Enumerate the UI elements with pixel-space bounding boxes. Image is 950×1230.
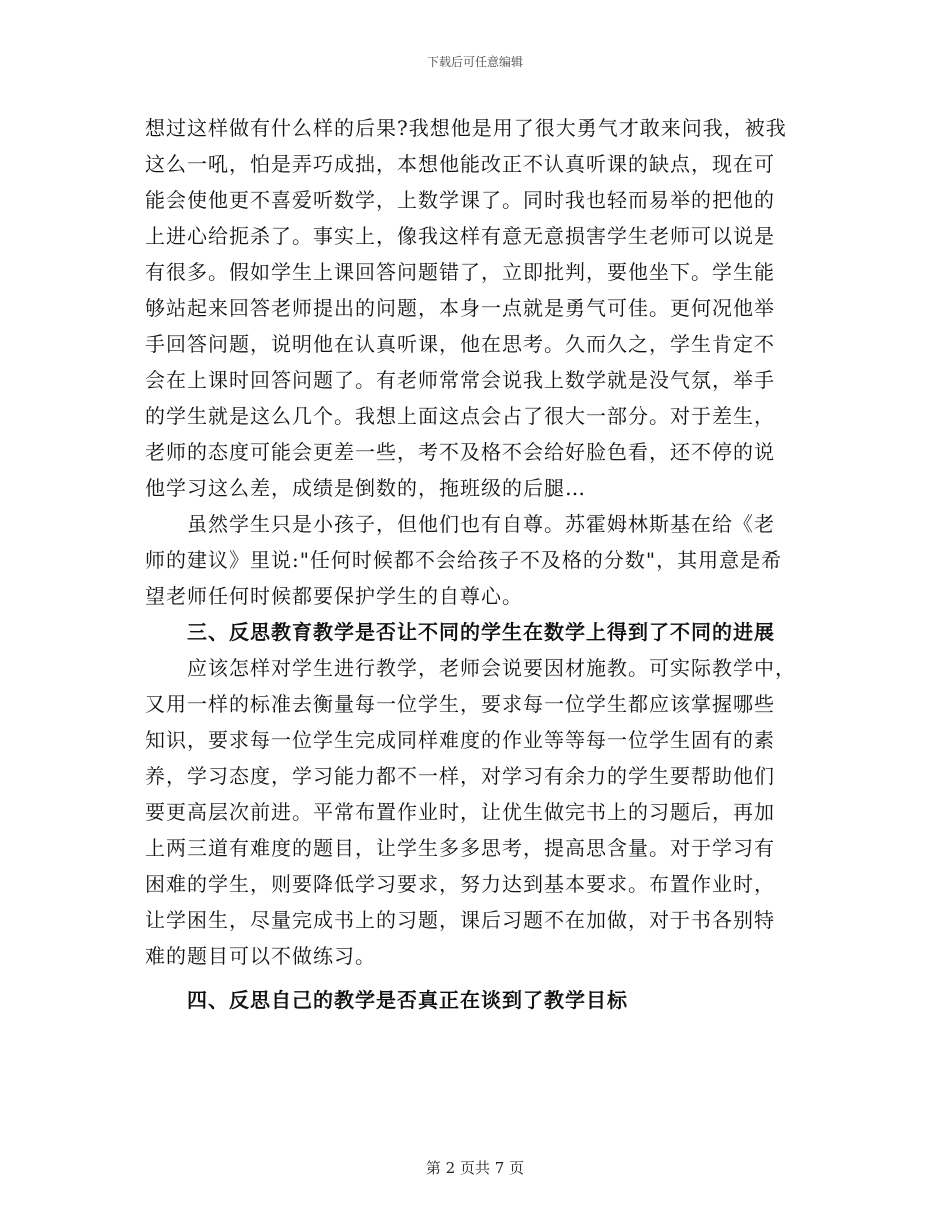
text-line: 养，学习态度，学习能力都不一样，对学习有余力的学生要帮助他们 [145,764,775,788]
text-line: 上进心给扼杀了。事实上，像我这样有意无意损害学生老师可以说是 [145,224,775,248]
text-line: 他学习这么差，成绩是倒数的，拖班级的后腿… [145,476,586,500]
section-heading-3: 三、反思教育教学是否让不同的学生在数学上得到了不同的进展 [187,620,775,644]
section-heading-4: 四、反思自己的教学是否真正在谈到了教学目标 [187,988,628,1012]
text-line: 上两三道有难度的题目，让学生多多思考，提高思含量。对于学习有 [145,836,775,860]
text-line: 虽然学生只是小孩子，但他们也有自尊。苏霍姆林斯基在给《老 [187,512,775,536]
text-line: 应该怎样对学生进行教学，老师会说要因材施教。可实际教学中， [187,656,796,680]
text-line: 手回答问题，说明他在认真听课，他在思考。久而久之，学生肯定不 [145,332,775,356]
text-line: 又用一样的标准去衡量每一位学生，要求每一位学生都应该掌握哪些 [145,692,775,716]
text-line: 这么一吼，怕是弄巧成拙，本想他能改正不认真听课的缺点，现在可 [145,152,775,176]
text-line: 会在上课时回答问题了。有老师常常会说我上数学就是没气氛，举手 [145,368,775,392]
text-line: 难的题目可以不做练习。 [145,944,376,968]
text-line: 困难的学生，则要降低学习要求，努力达到基本要求。布置作业时， [145,872,775,896]
text-line: 要更高层次前进。平常布置作业时，让优生做完书上的习题后，再加 [145,800,775,824]
document-body [145,110,805,1018]
text-line: 有很多。假如学生上课回答问题错了，立即批判，要他坐下。学生能 [145,260,775,284]
text-line: 想过这样做有什么样的后果?我想他是用了很大勇气才敢来问我，被我 [145,116,787,140]
text-line: 师的建议》里说:"任何时候都不会给孩子不及格的分数"，其用意是希 [145,548,783,572]
text-line: 够站起来回答老师提出的问题，本身一点就是勇气可佳。更何况他举 [145,296,775,320]
text-line: 知识，要求每一位学生完成同样难度的作业等等每一位学生固有的素 [145,728,775,752]
page-header: 下载后可任意编辑 [426,55,523,69]
text-line: 老师的态度可能会更差一些，考不及格不会给好脸色看，还不停的说 [145,440,775,464]
page-footer: 第 2 页共 7 页 [425,1159,525,1177]
text-line: 望老师任何时候都要保护学生的自尊心。 [145,584,523,608]
paragraph-3 [145,650,805,974]
text-line: 的学生就是这么几个。我想上面这点会占了很大一部分。对于差生， [145,404,775,428]
paragraph-1 [145,110,805,506]
text-line: 让学困生，尽量完成书上的习题，课后习题不在加做，对于书各别特 [145,908,775,932]
text-line: 能会使他更不喜爱听数学，上数学课了。同时我也轻而易举的把他的 [145,188,775,212]
paragraph-2 [145,506,805,614]
